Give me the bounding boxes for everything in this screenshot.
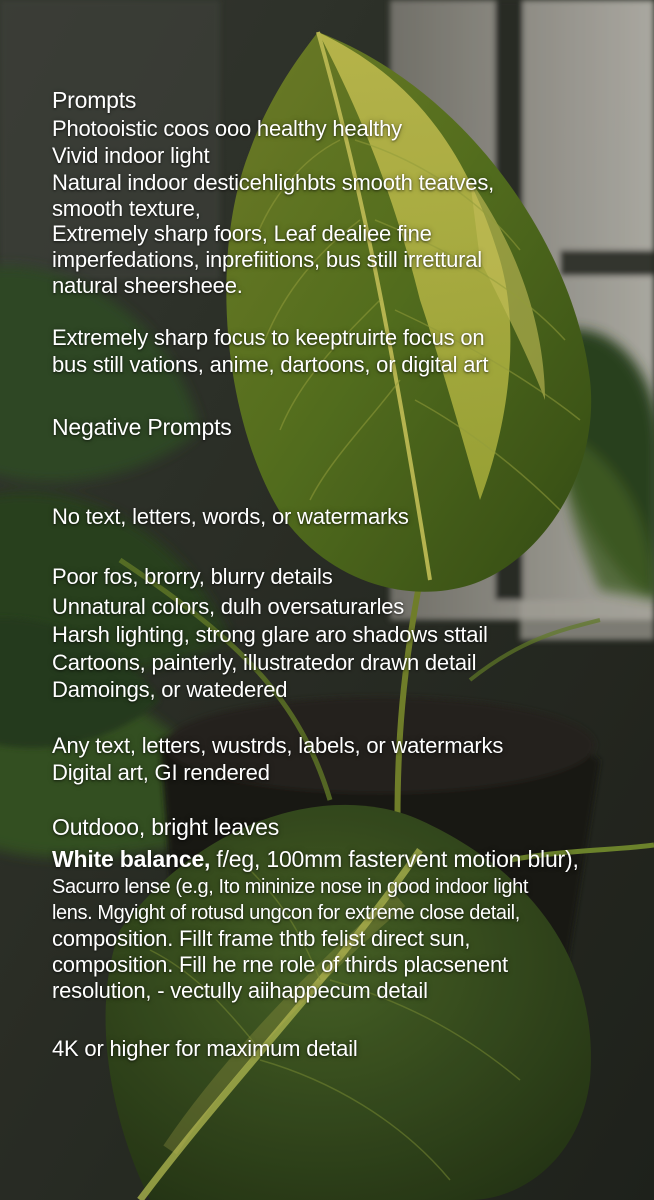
prompt-line: natural sheersheee. <box>52 273 243 298</box>
settings-line: composition. Fill he rne role of thirds placsenent <box>52 952 508 977</box>
prompts-heading: Prompts <box>52 87 137 113</box>
prompt-line: Extremely sharp focus to keeptruirte focus on <box>52 325 485 350</box>
settings-line: 4K or higher for maximum detail <box>52 1036 358 1061</box>
prompt-line: Vivid indoor light <box>52 143 210 168</box>
settings-line: resolution, - vectully aiihappecum detail <box>52 978 428 1003</box>
prompt-line: smooth texture, <box>52 196 201 221</box>
settings-line: composition. Fillt frame thtb felist direct sun, <box>52 926 471 951</box>
negative-line: Damoings, or watedered <box>52 677 288 702</box>
prompt-line: Extremely sharp foors, Leaf dealiee fine <box>52 221 432 246</box>
negative-line: Poor fos, brorry, blurry details <box>52 564 333 589</box>
settings-line: Sacurro lense (e.g, Ito mininize nose in good indoor light <box>52 876 528 898</box>
negative-prompts-heading: Negative Prompts <box>52 414 232 440</box>
settings-line: Outdooo, bright leaves <box>52 814 280 840</box>
negative-line: Cartoons, painterly, illustratedor drawn detail <box>52 650 477 675</box>
negative-line: No text, letters, words, or watermarks <box>52 504 409 529</box>
prompt-line: Natural indoor desticehlighbts smooth teatves, <box>52 170 495 195</box>
settings-line: lens. Mgyight of rotusd ungcon for extreme close detail, <box>52 902 520 924</box>
negative-line: Harsh lighting, strong glare aro shadows sttail <box>52 622 488 647</box>
white-balance-label: White balance, <box>52 846 211 872</box>
settings-line <box>52 846 579 872</box>
settings-line-rest: f/eg, 100mm fastervent motion blur), <box>210 846 579 872</box>
prompt-line: bus still vations, anime, dartoons, or digital art <box>52 352 489 377</box>
prompt-line: imperfedations, inprefiitions, bus still irrettural <box>52 247 482 272</box>
prompt-line: Photooistic coos ooo healthy healthy <box>52 116 402 141</box>
negative-line: Unnatural colors, dulh oversaturarles <box>52 594 405 619</box>
negative-line: Digital art, GI rendered <box>52 760 270 785</box>
negative-line: Any text, letters, wustrds, labels, or watermarks <box>52 733 504 758</box>
